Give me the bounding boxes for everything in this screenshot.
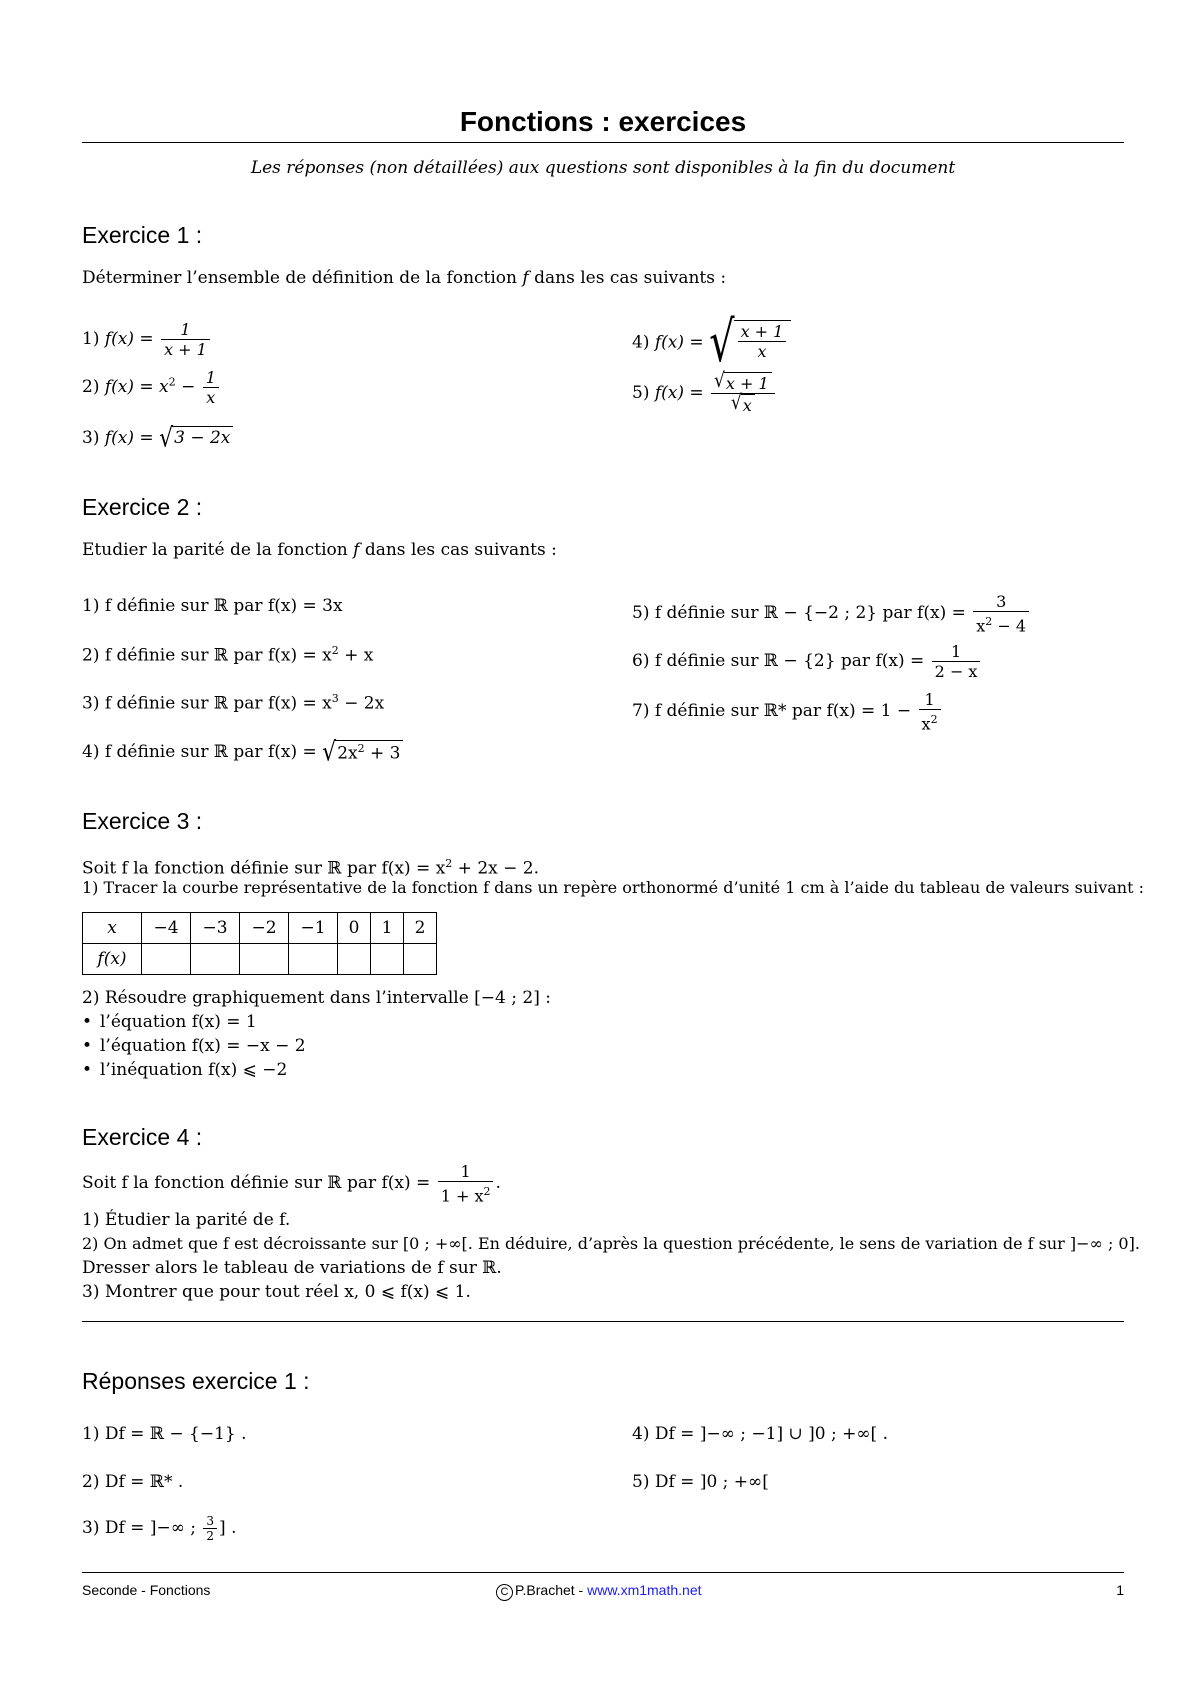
denominator: x <box>921 714 931 734</box>
line-end: . <box>495 1173 501 1194</box>
table-cell <box>289 944 338 975</box>
item-label: 4) <box>632 332 650 353</box>
fraction: $\frac{√x + 1}{√x}$ <box>711 372 775 415</box>
item-label: 5) <box>632 383 650 403</box>
exponent: 2 <box>331 644 339 657</box>
exercise-2-item-5 <box>632 592 1031 635</box>
exercise-3-bullets <box>82 1010 306 1082</box>
line-text: Soit f la fonction définie sur ℝ par f(x) = <box>82 1173 431 1194</box>
exercise-2-item-4 <box>82 737 403 768</box>
item-text: 2) f définie sur ℝ par f(x) = x <box>82 645 332 666</box>
answer-4: 4) Df = ]−∞ ; −1] ∪ ]0 ; +∞[ . <box>632 1424 888 1444</box>
answers-1-heading: Réponses exercice 1 : <box>82 1368 310 1394</box>
exercise-2-intro-f: f <box>353 540 360 560</box>
item-text: 7) f définie sur ℝ* par f(x) = 1 − <box>632 701 912 722</box>
title-rule <box>82 142 1124 143</box>
table-cell <box>404 944 437 975</box>
exercise-2-item-2 <box>82 644 373 666</box>
item-text: 6) f définie sur ℝ − {2} par f(x) = <box>632 651 925 671</box>
exercise-4-line-4: Dresser alors le tableau de variations de f sur ℝ. <box>82 1258 502 1278</box>
exercise-2-intro <box>82 538 557 562</box>
exponent: 2 <box>168 375 176 389</box>
exponent: 3 <box>331 692 339 705</box>
table-cell: 2 <box>404 913 437 944</box>
exercise-2-item-7 <box>632 690 943 733</box>
exercise-1-item-3 <box>82 423 233 454</box>
item-lhs: f(x) = <box>104 428 154 448</box>
item-text: 4) f définie sur ℝ par f(x) = <box>82 742 317 762</box>
answer-1: 1) Df = ℝ − {−1} . <box>82 1424 247 1444</box>
exercise-3-heading: Exercice 3 : <box>82 808 203 834</box>
table-cell: x <box>83 913 142 944</box>
exercise-3-question-2: 2) Résoudre graphiquement dans l’intervalle [−4 ; 2] : <box>82 988 551 1008</box>
copyright-icon: C <box>496 1584 513 1601</box>
item-lhs: f(x) = <box>104 329 154 349</box>
footer-rule <box>82 1572 1124 1573</box>
radicand: 2x <box>337 743 358 764</box>
table-cell <box>142 944 191 975</box>
line-text-end: + 2x − 2. <box>452 858 540 879</box>
fraction <box>932 642 981 681</box>
table-cell: −2 <box>240 913 289 944</box>
exercise-1-item-4 <box>632 310 791 376</box>
list-item: • l’équation f(x) = 1 <box>82 1010 306 1034</box>
exercise-4-line-5: 3) Montrer que pour tout réel x, 0 ⩽ f(x) ⩽ 1. <box>82 1282 471 1302</box>
footer-link[interactable]: www.xm1math.net <box>587 1582 702 1598</box>
numerator: 1 <box>203 368 219 388</box>
item-label: 2) <box>82 377 100 397</box>
exercise-2-intro-text: Etudier la parité de la fonction <box>82 540 348 560</box>
footer-left: Seconde - Fonctions <box>82 1582 211 1598</box>
table-cell: 1 <box>371 913 404 944</box>
fraction <box>919 690 941 733</box>
numerator: 1 <box>932 642 981 662</box>
section-rule <box>82 1321 1124 1322</box>
fraction <box>438 1162 494 1205</box>
exercise-3-line-2: 1) Tracer la courbe représentative de la fonction f dans un repère orthonormé d’unité 1 cm à l’aide du tableau de valeurs suivant : <box>82 878 1144 897</box>
item-text-end: − 2x <box>338 693 385 714</box>
fraction <box>738 322 787 361</box>
exercise-4-heading: Exercice 4 : <box>82 1124 203 1150</box>
footer-author: P.Brachet - <box>515 1582 588 1598</box>
numerator: 1 <box>438 1162 494 1182</box>
numerator: 3 <box>203 1514 217 1529</box>
exercise-1-heading: Exercice 1 : <box>82 222 203 248</box>
exercise-4-line-3: 2) On admet que f est décroissante sur [0 ; +∞[. En déduire, d’après la question précédente, le sens de variation de f sur ]−∞ ; 0]. <box>82 1234 1140 1253</box>
table-cell <box>371 944 404 975</box>
exercise-1-intro-text: Déterminer l’ensemble de définition de la fonction <box>82 268 517 288</box>
exercise-2-item-3 <box>82 692 384 714</box>
numerator: 1 <box>161 320 210 340</box>
answer-3 <box>82 1514 237 1543</box>
exercise-4-line-1 <box>82 1162 501 1205</box>
table-row <box>83 944 437 975</box>
page-title: Fonctions : exercices <box>459 106 747 137</box>
item-lhs: f(x) = <box>654 332 704 353</box>
fraction <box>161 320 210 359</box>
exponent: 2 <box>357 742 365 755</box>
table-cell <box>240 944 289 975</box>
footer-center <box>496 1582 702 1601</box>
denominator: 2 <box>206 1529 215 1543</box>
exercise-1-item-1 <box>82 320 212 359</box>
denominator: 1 + x <box>440 1186 484 1206</box>
table-cell <box>338 944 371 975</box>
numerator: 3 <box>973 592 1029 612</box>
fraction <box>203 1514 217 1543</box>
square-root: √ $\frac{x + 1}{x}$ <box>709 320 791 366</box>
exercise-1-item-2 <box>82 368 221 407</box>
exponent: 2 <box>445 857 453 870</box>
exercise-1-item-5 <box>632 368 777 415</box>
radicand: 3 − 2x <box>172 426 233 448</box>
denominator-end: − 4 <box>992 616 1027 636</box>
exercise-1-intro-end: dans les cas suivants : <box>534 268 727 288</box>
list-item: • l’équation f(x) = −x − 2 <box>82 1034 306 1058</box>
radicand-end: + 3 <box>364 743 401 764</box>
table-row <box>83 913 437 944</box>
values-table <box>82 912 437 975</box>
denominator: 2 − x <box>934 662 978 681</box>
item-label: 1) <box>82 329 100 349</box>
fraction <box>203 368 219 407</box>
numerator: x + 1 <box>724 372 772 393</box>
exercise-2-item-6 <box>632 642 982 681</box>
exercise-2-heading: Exercice 2 : <box>82 494 203 520</box>
line-text: Soit f la fonction définie sur ℝ par f(x) = x <box>82 858 446 879</box>
denominator: x + 1 <box>164 340 207 359</box>
exercise-4-line-2: 1) Étudier la parité de f. <box>82 1210 291 1230</box>
page-subtitle: Les réponses (non détaillées) aux questions sont disponibles à la fin du document <box>250 158 956 178</box>
table-cell: 0 <box>338 913 371 944</box>
page-number: 1 <box>1116 1582 1124 1598</box>
exponent: 2 <box>930 713 938 726</box>
item-label: 3) <box>82 428 100 448</box>
item-text: 5) f définie sur ℝ − {−2 ; 2} par f(x) = <box>632 603 966 624</box>
item-text: 3) f définie sur ℝ par f(x) = x <box>82 693 332 714</box>
list-item: • l’inéquation f(x) ⩽ −2 <box>82 1058 306 1082</box>
answer-2: 2) Df = ℝ* . <box>82 1472 184 1492</box>
exponent: 2 <box>483 1185 491 1198</box>
table-cell: −4 <box>142 913 191 944</box>
table-cell: −1 <box>289 913 338 944</box>
denominator: x <box>976 616 986 636</box>
exercise-2-intro-end: dans les cas suivants : <box>364 540 557 560</box>
minus-sign: − <box>181 377 196 397</box>
exercise-2-item-1: 1) f définie sur ℝ par f(x) = 3x <box>82 596 343 616</box>
table-cell <box>191 944 240 975</box>
item-text-end: + x <box>338 645 374 666</box>
numerator: x + 1 <box>738 322 787 342</box>
table-cell: −3 <box>191 913 240 944</box>
item-lhs: f(x) = x <box>104 377 169 397</box>
exercise-1-intro-f: f <box>522 268 529 288</box>
answer-text: 3) Df = ]−∞ ; <box>82 1518 196 1538</box>
fraction <box>973 592 1029 635</box>
table-cell: f(x) <box>83 944 142 975</box>
denominator: x <box>741 394 755 415</box>
numerator: 1 <box>919 690 941 710</box>
denominator: x <box>757 342 767 361</box>
item-lhs: f(x) = <box>654 383 704 403</box>
square-root: $√2x^2 + 3$ <box>322 740 403 765</box>
square-root: √3 − 2x <box>159 426 233 451</box>
exercise-1-intro <box>82 266 726 290</box>
answer-text-end: ] . <box>219 1518 237 1538</box>
answer-5: 5) Df = ]0 ; +∞[ <box>632 1472 769 1492</box>
exponent: 2 <box>985 615 993 628</box>
document-page <box>82 0 1144 1696</box>
denominator: x <box>206 388 216 407</box>
